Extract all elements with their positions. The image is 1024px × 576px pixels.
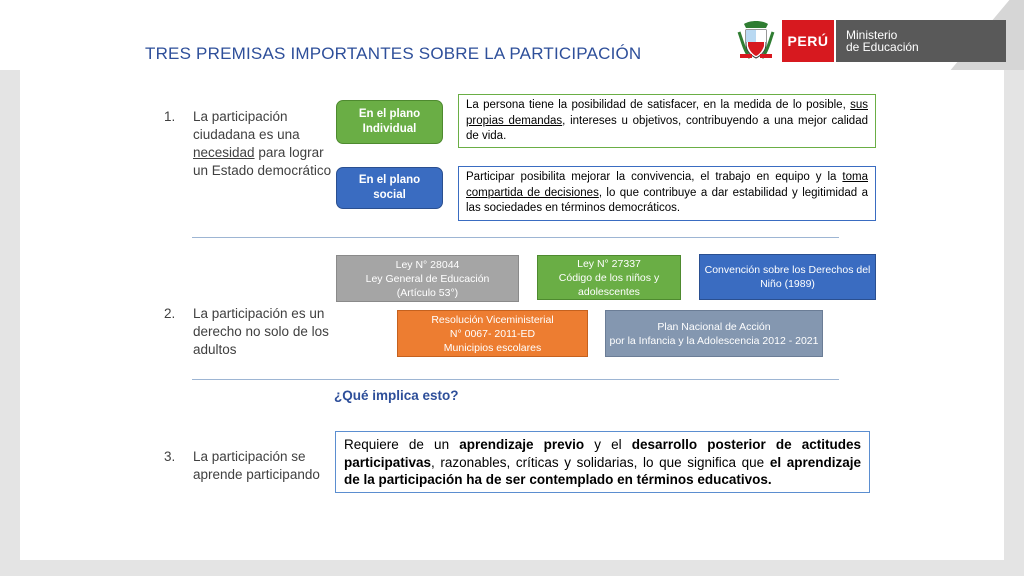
premise-text: La participación es un derecho no solo de los adultos	[193, 306, 329, 357]
plane-individual-description: La persona tiene la posibilidad de satisfacer, en la medida de lo posible, sus propias demandas, intereses u objetivos, contribuyendo a una mejor calidad de vida.	[458, 94, 876, 148]
ministry-name	[836, 20, 1006, 62]
answer-box: Requiere de un aprendizaje previo y el desarrollo posterior de actitudes participativas, razonables, críticas y solidarias, lo que significa que el aprendizaje de la participación ha de ser contemplado en términos educativos.	[335, 431, 870, 493]
convention-rights-child-box: Convención sobre los Derechos del Niño (1989)	[699, 254, 876, 300]
premise-2	[164, 305, 339, 365]
section-divider	[192, 379, 839, 380]
premise-text: La participación ciudadana es una necesidad para lograr un Estado democrático	[193, 109, 332, 178]
ministry-logo	[736, 20, 1006, 62]
resolution-viceministerial-box: Resolución Viceministerial N° 0067- 2011-ED Municipios escolares	[397, 310, 588, 357]
peru-label: PERÚ	[782, 20, 834, 62]
slide-title: TRES PREMISAS IMPORTANTES SOBRE LA PARTICIPACIÓN	[145, 44, 642, 63]
premise-number: 2.	[164, 306, 176, 321]
plane-individual-pill: En el plano Individual	[336, 100, 443, 144]
premise-text: La participación se aprende participando	[193, 449, 320, 482]
premise-3	[164, 448, 339, 488]
coat-of-arms-icon	[736, 20, 776, 62]
law-28044-box: Ley N° 28044 Ley General de Educación (Artículo 53°)	[336, 255, 519, 302]
section-divider	[192, 237, 839, 238]
premise-number: 1.	[164, 109, 176, 124]
ministry-line-1: Ministerio	[846, 28, 898, 42]
premise-1	[164, 108, 339, 208]
national-action-plan-box: Plan Nacional de Acción por la Infancia y la Adolescencia 2012 - 2021	[605, 310, 823, 357]
plane-social-description: Participar posibilita mejorar la convivencia, el trabajo en equipo y la toma compartida de decisiones, lo que contribuye a dar estabilidad y legitimidad a las sociedades en términos democráticos.	[458, 166, 876, 221]
ministry-line-2: de Educación	[846, 40, 919, 54]
premise-number: 3.	[164, 449, 176, 464]
law-27337-box: Ley N° 27337 Código de los niños y adolescentes	[537, 255, 681, 300]
question-heading: ¿Qué implica esto?	[334, 388, 459, 403]
plane-social-pill: En el plano social	[336, 167, 443, 209]
